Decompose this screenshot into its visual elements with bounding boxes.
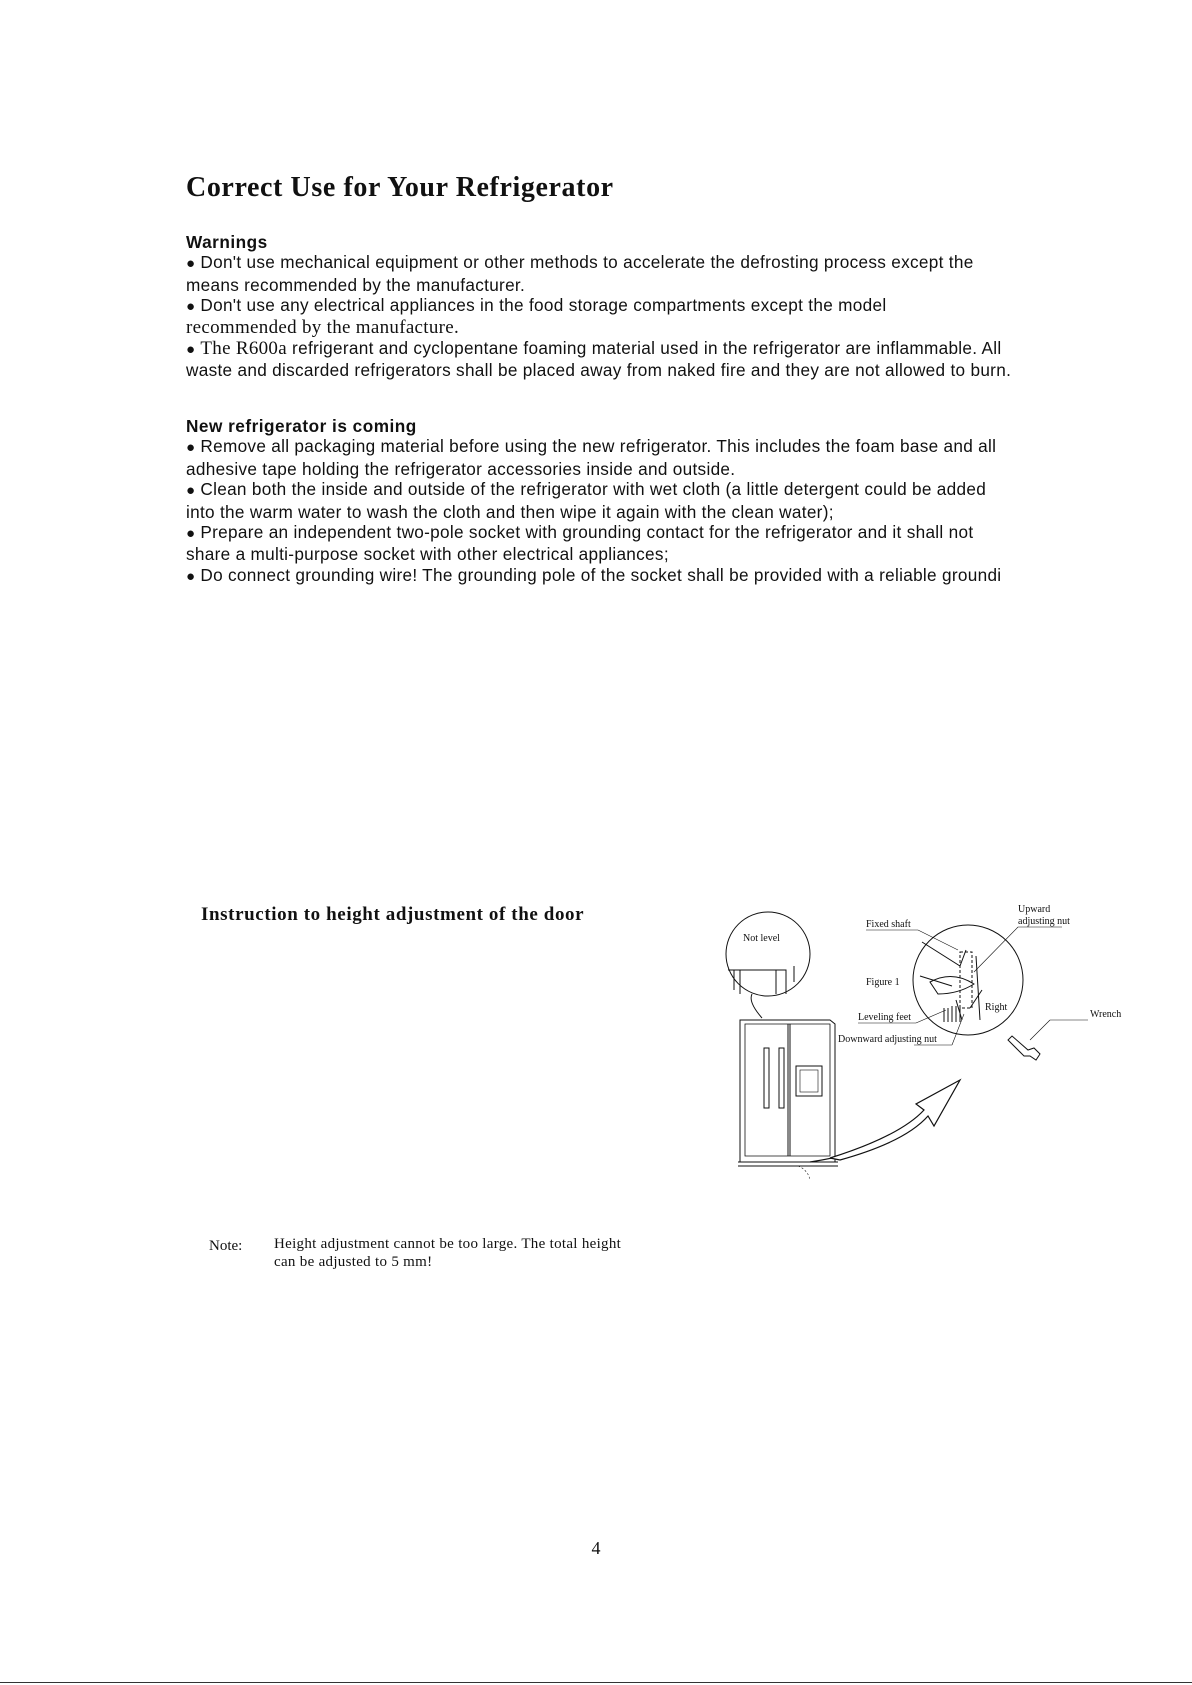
upward-label: Upward <box>1018 904 1051 915</box>
detail-magnifier <box>913 925 1023 1035</box>
warning-item-3-text: refrigerant and cyclopentane foaming material used in the refrigerator are inflammable. All waste and discarded refrigerators shall be placed away from naked fire and they are not allowed to burn. <box>186 338 1012 381</box>
not-level-label: Not level <box>743 933 780 944</box>
figure-drawing <box>690 890 1190 1190</box>
new-item-4: ● Do connect grounding wire! The grounding pole of the socket shall be provided with a reliable groundi <box>186 565 1016 587</box>
fixed-shaft-label: Fixed shaft <box>866 919 911 930</box>
warnings-heading: Warnings <box>186 232 268 252</box>
figure-label: Figure 1 <box>866 977 900 988</box>
bottom-rule <box>0 1682 1192 1683</box>
wrench-icon <box>1008 1036 1040 1060</box>
warning-item-2: ● Don't use any electrical appliances in the food storage compartments except the model <box>186 295 1016 317</box>
wrench-label: Wrench <box>1090 1009 1122 1020</box>
door-adjustment-heading: Instruction to height adjustment of the door <box>201 904 585 925</box>
refrigerant-name: The R600a <box>200 338 287 360</box>
new-item-2: ● Clean both the inside and outside of the refrigerator with wet cloth (a little detergent could be added into the warm water to wash the cloth and then wipe it again with the clean water); <box>186 479 1016 522</box>
page-title: Correct Use for Your Refrigerator <box>186 172 614 203</box>
warning-item-3 <box>186 338 1016 381</box>
new-item-3: ● Prepare an independent two-pole socket with grounding contact for the refrigerator and it shall not share a multi-purpose socket with other electrical appliances; <box>186 522 1016 565</box>
new-item-1: ● Remove all packaging material before using the new refrigerator. This includes the foam base and all adhesive tape holding the refrigerator accessories inside and outside. <box>186 436 1016 479</box>
page-number: 4 <box>591 1538 601 1558</box>
warning-item-1: ● Don't use mechanical equipment or other methods to accelerate the defrosting process except the means recommended by the manufacturer. <box>186 252 1016 295</box>
new-refrigerator-heading: New refrigerator is coming <box>186 416 417 436</box>
magnifier-pointer <box>751 994 762 1018</box>
warnings-section <box>186 232 1016 381</box>
not-level-detail <box>728 966 794 994</box>
hand-icon <box>930 976 974 994</box>
right-label: Right <box>985 1002 1008 1013</box>
new-refrigerator-section <box>186 416 1016 587</box>
adjusting-nut-label: adjusting nut <box>1018 916 1070 927</box>
leveling-feet-label: Leveling feet <box>858 1012 912 1023</box>
note-label: Note: <box>209 1238 243 1254</box>
note-text: Height adjustment cannot be too large. The total height can be adjusted to 5 mm! <box>274 1236 622 1270</box>
warning-item-2-continuation: recommended by the manufacture. <box>186 316 460 338</box>
not-level-magnifier <box>726 912 810 996</box>
door-adjustment-figure <box>690 890 1190 1190</box>
leveling-feet-detail <box>944 1006 960 1022</box>
downward-label: Downward adjusting nut <box>838 1034 937 1045</box>
